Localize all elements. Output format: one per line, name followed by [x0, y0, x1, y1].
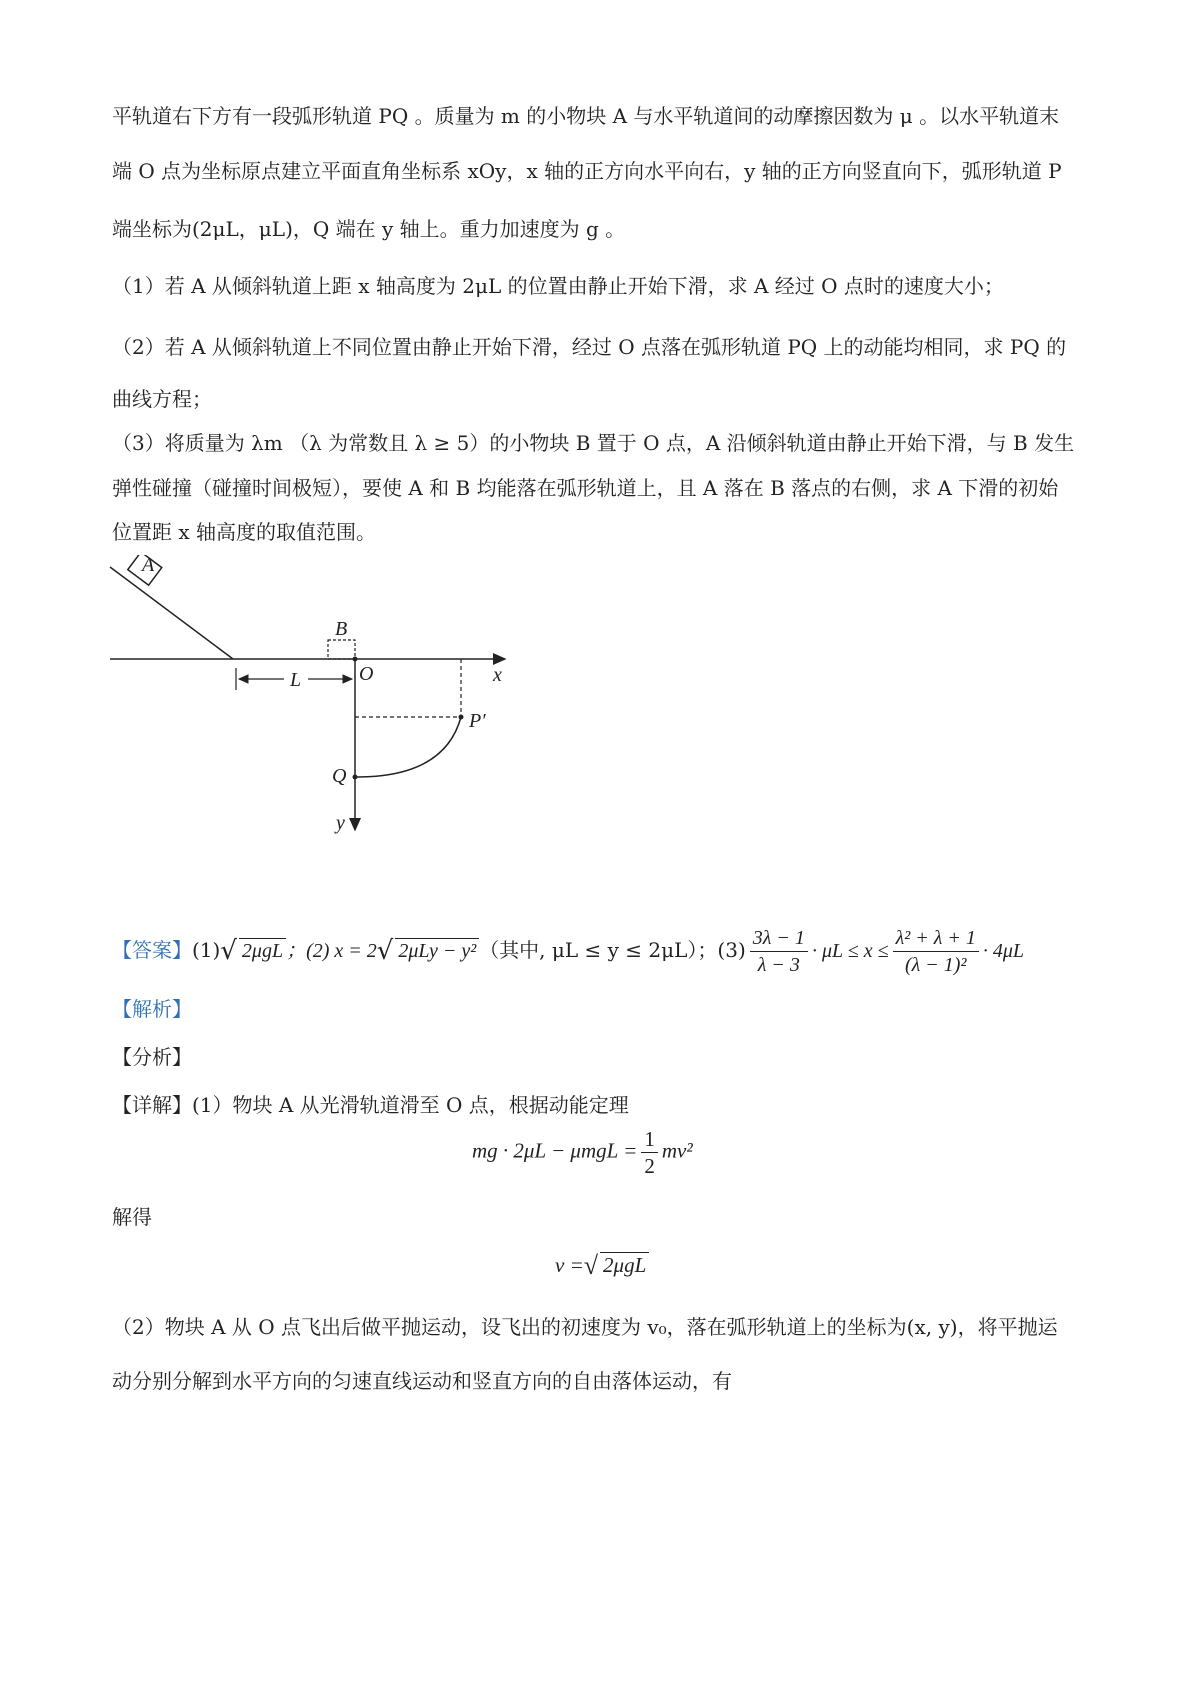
label-l: L	[290, 669, 302, 691]
label-a: A	[142, 555, 155, 576]
answer-3-end: · 4μL	[982, 940, 1025, 962]
point-p	[459, 715, 464, 720]
label-x: x	[493, 664, 502, 686]
label-y: y	[336, 812, 345, 834]
detail-line-1	[112, 1091, 629, 1119]
question-1: （1）若 A 从倾斜轨道上距 x 轴高度为 2μL 的位置由静止开始下滑，求 A 经过 O 点时的速度大小；	[112, 274, 1004, 298]
eq1-right: mv²	[661, 1138, 693, 1163]
question-3-line-2: 弹性碰撞（碰撞时间极短），要使 A 和 B 均能落在弧形轨道上，且 A 落在 B 落点的右侧，求 A 下滑的初始	[112, 476, 1059, 500]
part-2-line-2: 动分别分解到水平方向的匀速直线运动和竖直方向的自由落体运动，有	[112, 1369, 732, 1393]
fenxi-heading: 【分析】	[112, 1045, 192, 1069]
answer-3-fraction-1	[750, 925, 808, 978]
problem-line-1: 平轨道右下方有一段弧形轨道 PQ 。质量为 m 的小物块 A 与水平轨道间的动摩擦因数为 μ 。以水平轨道末	[112, 104, 1060, 128]
fraction-2-denominator: (λ − 1)²	[904, 954, 967, 976]
answer-1-radicand: 2μgL	[239, 938, 286, 963]
eq1-numerator: 1	[641, 1126, 658, 1153]
fraction-1-numerator: 3λ − 1	[750, 925, 808, 952]
problem-line-3: 端坐标为(2μL，μL)，Q 端在 y 轴上。重力加速度为 g 。	[112, 217, 626, 241]
answer-line	[112, 925, 1024, 978]
answer-3-fraction-2	[893, 925, 979, 978]
answer-tag: 【答案】	[112, 938, 192, 962]
question-2-line-1: （2）若 A 从倾斜轨道上不同位置由静止开始下滑，经过 O 点落在弧形轨道 PQ 上的动能均相同，求 PQ 的	[112, 335, 1067, 359]
fraction-1-denominator: λ − 3	[757, 954, 800, 976]
question-2-line-2: 曲线方程；	[112, 387, 212, 411]
physics-diagram	[100, 555, 560, 905]
label-q: Q	[332, 765, 347, 787]
equation-energy	[472, 1126, 693, 1179]
fraction-2-numerator: λ² + λ + 1	[893, 925, 979, 952]
detail-text: (1）物块 A 从光滑轨道滑至 O 点，根据动能定理	[192, 1093, 629, 1117]
answer-2-note: （其中, μL ≤ y ≤ 2μL）；(3)	[479, 938, 746, 962]
label-p: P′	[469, 710, 486, 732]
inclined-track	[110, 567, 233, 659]
eq1-left: mg · 2μL − μmgL =	[472, 1138, 638, 1163]
eq1-denominator: 2	[644, 1154, 655, 1178]
label-o: O	[359, 663, 374, 685]
eq2-left: v =	[555, 1253, 584, 1277]
eq1-fraction	[641, 1126, 658, 1179]
sqrt-sign-1: √	[220, 936, 237, 966]
point-q	[353, 775, 358, 780]
answer-3-middle: · μL ≤ x ≤	[811, 940, 889, 962]
problem-line-2: 端 O 点为坐标原点建立平面直角坐标系 xOy，x 轴的正方向水平向右，y 轴的正方向竖直向下，弧形轨道 P	[112, 159, 1062, 183]
question-3-line-3: 位置距 x 轴高度的取值范围。	[112, 520, 376, 544]
answer-part-1-label: (1)	[192, 938, 221, 962]
analysis-heading: 【解析】	[112, 997, 192, 1021]
sqrt-sign-2: √	[376, 936, 394, 966]
detail-tag: 【详解】	[112, 1093, 192, 1117]
equation-velocity	[555, 1251, 649, 1281]
answer-2-radicand: 2μLy − y²	[395, 938, 479, 963]
label-b: B	[335, 618, 348, 640]
jiede-line: 解得	[112, 1205, 152, 1229]
eq2-radicand: 2μgL	[600, 1252, 649, 1277]
arc-track-pq	[357, 717, 461, 777]
question-3-line-1: （3）将质量为 λm （λ 为常数且 λ ≥ 5）的小物块 B 置于 O 点，A 沿倾斜轨道由静止开始下滑，与 B 发生	[112, 431, 1075, 455]
sqrt-sign-3: √	[583, 1251, 599, 1280]
block-b	[328, 640, 355, 659]
part-2-line-1: （2）物块 A 从 O 点飞出后做平抛运动，设飞出的初速度为 v₀，落在弧形轨道上的坐标为(x, y)，将平抛运	[112, 1315, 1058, 1339]
answer-part-2-label: ；(2) x = 2	[286, 940, 377, 962]
